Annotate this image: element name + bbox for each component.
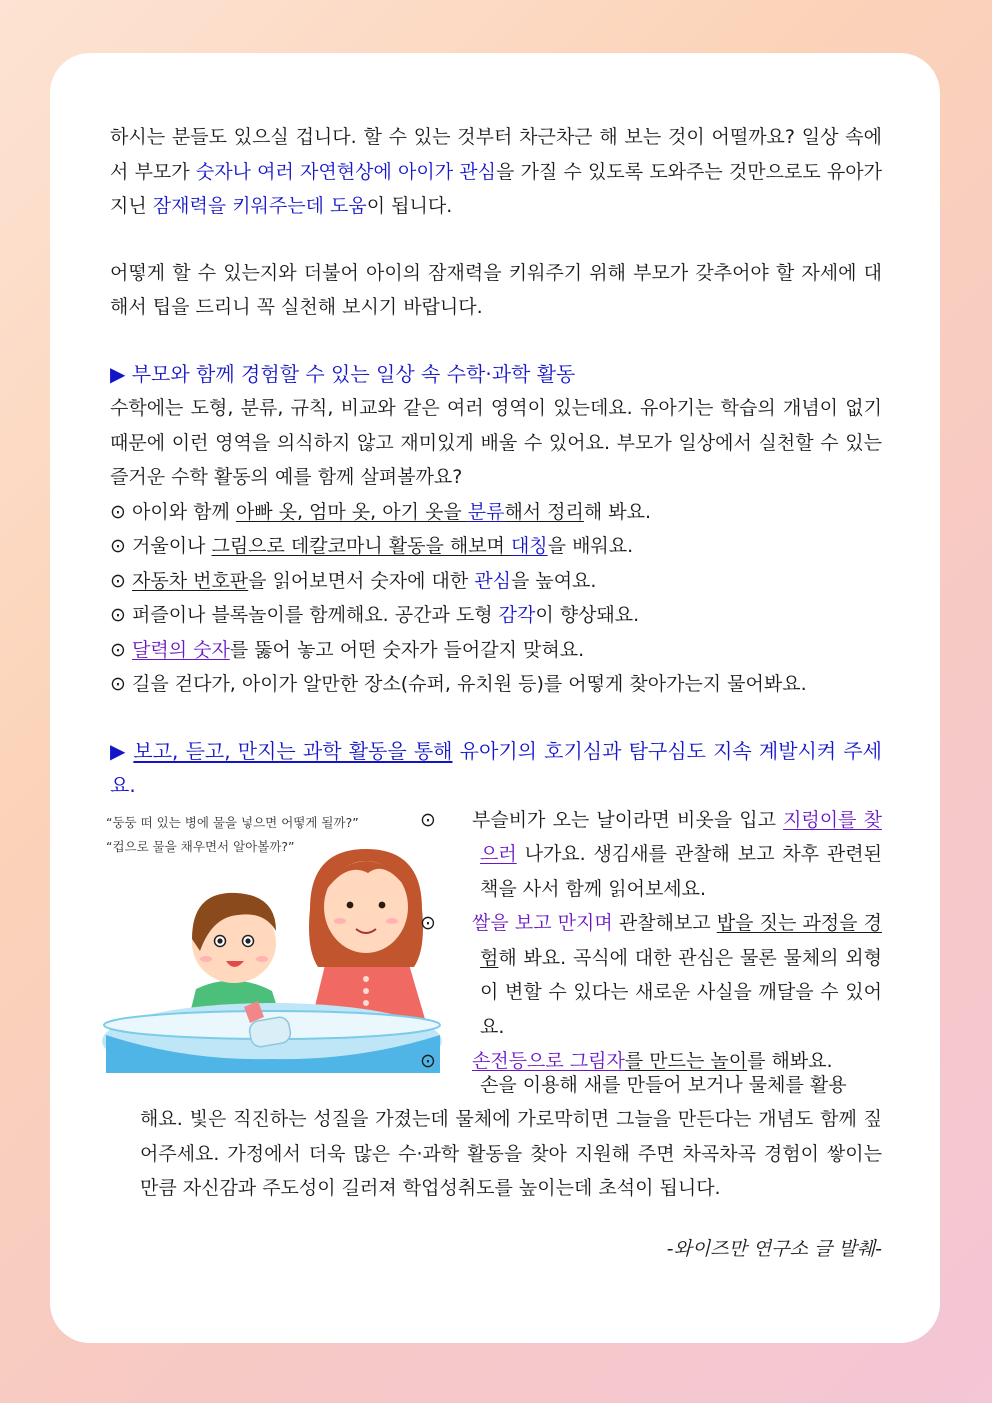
- text-run: 을 배워요.: [547, 535, 634, 557]
- list-item: [110, 598, 882, 633]
- list-item: [110, 633, 882, 668]
- text-run: 손전등으로 그림자: [472, 1050, 625, 1072]
- text-run: 아이와 함께: [132, 500, 236, 523]
- text-run: 그림으로 데칼코마니 활동을 해보며: [211, 535, 511, 557]
- text-run: 밥을 짓는 과정을 경험: [480, 912, 883, 969]
- text-run: 관심: [474, 569, 511, 592]
- text-run: 나가요. 생김새를 관찰해 보고 차후 관련된 책을 사서 함께 읽어보세요.: [480, 843, 882, 900]
- text-run: 해서 정리: [504, 500, 584, 523]
- text-run: 거울이나: [132, 535, 212, 557]
- text-run: 길을 걷다가, 아이가 알만한 장소(슈퍼, 유치원 등)를 어떻게 찾아가는지 물어봐요.: [132, 673, 807, 695]
- bullet-icon: ⊙: [110, 673, 126, 695]
- list-item: [110, 495, 882, 530]
- bullet-icon: ⊙: [110, 535, 126, 557]
- text-run: 지렁이를 찾으러: [480, 808, 882, 865]
- text-run: 감각: [498, 604, 536, 626]
- list-item: [420, 906, 883, 1044]
- bullet-icon: ⊙: [420, 912, 436, 934]
- bullet-icon: ⊙: [110, 500, 126, 523]
- text-run: 숫자나 여러 자연현상에 아이가 관심: [195, 160, 496, 183]
- text-run: 을 읽어보면서 숫자에 대한: [248, 569, 475, 592]
- source-signature: -와이즈만 연구소 글 발췌-: [666, 1237, 882, 1260]
- text-run: 아빠 옷, 엄마 옷, 아기 옷을: [235, 500, 468, 523]
- text-run: 관찰해보고: [612, 912, 717, 934]
- water-play-illustration: [96, 811, 448, 1073]
- illustration-caption-1: “둥둥 떠 있는 병에 물을 넣으면 어떻게 될까?”: [106, 814, 359, 830]
- list-item: [110, 564, 882, 599]
- text-run: 쌀을 보고 만지며: [472, 912, 613, 934]
- text-run: 부슬비가 오는 날이라면 비옷을 입고: [472, 808, 784, 831]
- illustration-caption-2: “컵으로 물을 채우면서 알아볼까?”: [106, 838, 295, 854]
- text-run: 분류: [467, 500, 505, 523]
- text-run: 이 됩니다.: [366, 195, 453, 217]
- article-body: [106, 120, 883, 1266]
- text-run: 를 만드는 놀이: [624, 1050, 748, 1072]
- intro-paragraph-1: [110, 120, 882, 224]
- intro-paragraph-2: 어떻게 할 수 있는지와 더불어 아이의 잠재력을 키워주기 위해 부모가 갖추어야 할 자세에 대해서 팁을 드리니 꼭 실천해 보시기 바랍니다.: [110, 261, 882, 318]
- bullet-icon: ⊙: [110, 569, 126, 592]
- text-run: 보고, 듣고, 만지는 과학 활동을 통해: [133, 738, 453, 763]
- list-item: [420, 803, 882, 907]
- text-run: 를 해봐요.: [747, 1050, 833, 1072]
- math-section-heading: ▶ 부모와 함께 경험할 수 있는 일상 속 수학·과학 활동: [110, 361, 576, 386]
- text-run: 달력의 숫자: [132, 638, 230, 661]
- bullet-icon: ⊙: [420, 1050, 436, 1072]
- bullet-icon: ⊙: [420, 808, 436, 831]
- math-intro-paragraph: 수학에는 도형, 분류, 규칙, 비교와 같은 여러 영역이 있는데요. 유아기는 학습의 개념이 없기 때문에 이런 영역을 의식하지 않고 재미있게 배울 수 있어요. 부모가 일상에서 실천할 수 있는 즐거운 수학 활동의 예를 함께 살펴볼까요?: [110, 397, 882, 488]
- text-run: 을 높여요.: [510, 569, 597, 592]
- text-run: 자동차 번호판: [132, 569, 249, 592]
- text-run: 해 봐요.: [583, 500, 652, 523]
- bullet-icon: ⊙: [110, 638, 126, 661]
- text-run: 를 뚫어 놓고 어떤 숫자가 들어갈지 맞혀요.: [229, 638, 585, 661]
- science-closing-line-1: 손을 이용해 새를 만들어 보거나 물체를 활용: [480, 1073, 847, 1096]
- science-activity-list: [420, 803, 883, 1079]
- bullet-icon: ⊙: [110, 604, 126, 626]
- list-item: [110, 667, 882, 702]
- text-run: 잠재력을 키워주는데 도움: [152, 195, 367, 217]
- math-activity-list: [110, 495, 882, 702]
- science-block: [106, 803, 883, 1072]
- text-run: 대칭: [510, 535, 548, 557]
- text-run: 해 봐요. 곡식에 대한 관심은 물론 물체의 외형이 변할 수 있다는 새로운 사실을 깨달을 수 있어요.: [480, 946, 882, 1038]
- list-item: [110, 529, 882, 564]
- text-run: 을 가질 수 있도록 도와주는 것만으로도 유아가 지닌: [110, 160, 882, 217]
- text-run: 유아기의 호기심과 탐구심도 지속 계발시켜 주세요.: [110, 738, 882, 797]
- science-closing-paragraph: 해요. 빛은 직진하는 성질을 가졌는데 물체에 가로막히면 그늘을 만든다는 개념도 함께 짚어주세요. 가정에서 더욱 많은 수·과학 활동을 찾아 지원해 주면 차곡차곡 경험이 쌓이는 만큼 자신감과 주도성이 길러져 학업성취도를 높이는데 초석이 됩니다.: [140, 1108, 882, 1199]
- text-run: ▶: [110, 738, 134, 763]
- list-item: [420, 1044, 882, 1079]
- science-section-heading: [110, 734, 882, 803]
- text-run: 퍼즐이나 블록놀이를 함께해요. 공간과 도형: [132, 604, 499, 626]
- text-run: 이 향상돼요.: [535, 604, 640, 626]
- text-run: 하시는 분들도 있으실 겁니다. 할 수 있는 것부터 차근차근 해 보는 것이 어떨까요? 일상 속에서 부모가: [110, 126, 882, 183]
